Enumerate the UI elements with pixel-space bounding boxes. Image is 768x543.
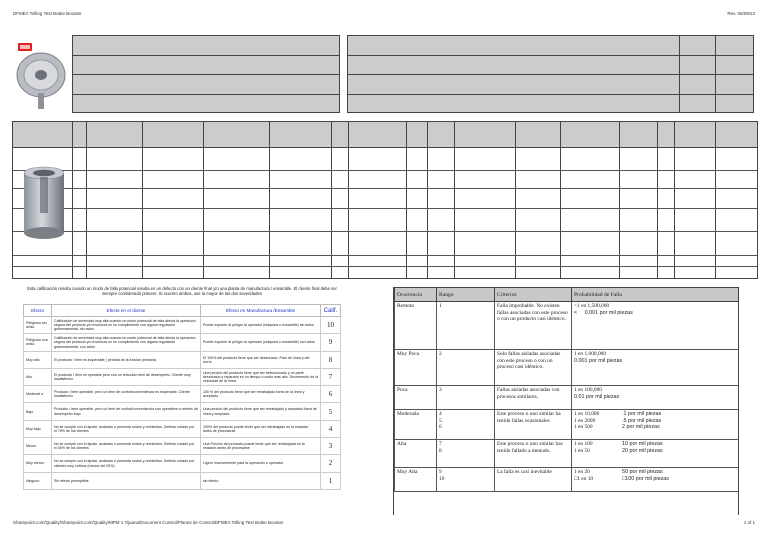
severity-rating-cell: 7 [321,368,341,385]
severity-note: Esta calificación resulta cuando un modo de falla potencial resulta en un defecto con un cliente final y/o una planta de manufactura / ensamble. El cliente final debe ser siempre considerado primero. Si ocurren ambos, use la mayor de las dos severidades [27,286,337,296]
severity-effect-cell: Menor [24,438,52,455]
occurrence-criteria-table [394,287,739,492]
severity-manufacturing-cell: 100 % del producto tiene que ser retrabajado fuera de la línea y aceptado. [200,386,320,403]
occurrence-probability-cell [572,468,739,492]
probability-per-thousand: 0.001 por mil piezas [574,357,623,364]
probability-ratio: <1 en 1,500,000 [574,303,610,309]
severity-row [24,472,341,489]
occurrence-criteria-cell: Falla improbable. No existen fallas asociadas con este proceso o con un producto casi idéntico. [495,302,572,350]
occurrence-right-margin [738,287,758,515]
severity-effect-cell: Peligroso sin aviso [24,317,52,334]
occurrence-probability-cell [572,302,739,350]
severity-customer-cell: El producto / item es operable pero con un reducido nivel de desempeño. Cliente muy insatisfecho [52,368,201,385]
probability-line [574,469,736,476]
severity-manufacturing-cell: Puede exponer al peligro al operador (máquina o ensamble) sin aviso [200,317,320,334]
severity-rating-cell: 10 [321,317,341,334]
occurrence-probability-cell [572,410,739,440]
severity-row [24,368,341,385]
occurrence-occ-cell: Muy Poca [395,350,437,386]
occurrence-criteria-cell: Este proceso o uno similar ha tenido fallas ocasionales [495,410,572,440]
severity-row [24,317,341,334]
probability-ratio: 1 en 100 [574,441,593,447]
probability-ratio: 1 en 2000 [574,417,596,424]
occurrence-rank-cell: 7 8 [437,440,495,468]
severity-manufacturing-cell: sin efecto [200,472,320,489]
severity-row [24,386,341,403]
severity-customer-cell: No se cumple con el ajuste, acabado o presenta ruidos y rechinidos. Defecto notado por clientes muy críticos (menos del 25%) [52,455,201,472]
probability-ratio: 1 en 50 [574,447,590,454]
occurrence-row [395,302,739,350]
severity-row [24,403,341,420]
severity-manufacturing-cell: Una porción del producto tiene que ser seleccionado y un parte desechado y reparado en un tiempo o costo mas alto. Decremento de la velocidad de la línea [200,368,320,385]
sev-header-rating: Calif. [321,305,341,317]
occurrence-criteria-cell: Este proceso o uno similar has tenido fallado a menudo. [495,440,572,468]
severity-manufacturing-cell: 100% del producto puede tener que ser retrabajado en la estación antes de procesarse [200,420,320,437]
probability-line [574,476,736,483]
occurrence-row [395,440,739,468]
sev-header-manufacturing: Efecto en Manufactura /Ensamble [200,305,320,317]
occurrence-probability-cell [572,350,739,386]
severity-row [24,351,341,368]
severity-row [24,334,341,351]
probability-per-thousand: 10 por mil piezas [622,441,663,447]
severity-manufacturing-cell: Puede exponer al peligro al operador (máquina o ensamble) con aviso [200,334,320,351]
occurrence-probability-cell [572,386,739,410]
occ-header-rank: Rango [437,288,495,302]
severity-rating-cell: 8 [321,351,341,368]
occurrence-rank-cell: 3 [437,386,495,410]
severity-row [24,455,341,472]
page-number: 1 of 1 [743,520,755,525]
occ-header-criteria: Criterios [495,288,572,302]
sev-header-customer: Efecto en el cliente [52,305,201,317]
probability-ratio: 1 en 10,000 [574,411,600,417]
severity-manufacturing-cell: Ligero inconveniente para la operación u operador [200,455,320,472]
document-header-title: DFMEA Tolling Test Brake Booster [13,11,82,16]
severity-effect-cell: Peligroso con aviso [24,334,52,351]
occurrence-probability-cell [572,440,739,468]
severity-manufacturing-cell: El 100% del producto tiene que ser desechado. Paro de línea y del envío [200,351,320,368]
severity-customer-cell: Sin efecto perceptible [52,472,201,489]
occurrence-rank-cell: 4 5 6 [437,410,495,440]
occurrence-occ-cell: Remota [395,302,437,350]
severity-customer-cell: Producto / item operable, pero un item de confort/conveniencia son operables a niveles de desempeño bajo [52,403,201,420]
severity-effect-cell: Muy bajo [24,420,52,437]
probability-line [574,441,736,448]
severity-rating-cell: 4 [321,420,341,437]
severity-customer-cell: No se cumple con el ajuste, acabado o presenta ruidos y rechinidos. Defecto notado por el 75% de los clientes [52,420,201,437]
probability-per-thousand: 20 por mil piezas [622,447,663,454]
occ-header-probability: Probabilidad de Falla [572,288,739,302]
severity-row [24,420,341,437]
severity-customer-cell: Calificación de severidad muy alta cuando un modo potencial de falla afecta la operación segura del producto y/o involucra un no cumplimiento con alguna regulación gubernamental, con aviso [52,334,201,351]
occurrence-row [395,410,739,440]
probability-per-thousand: 2 por mil piezas [622,424,660,431]
brake-booster-image [14,37,68,113]
fmea-form-grid [12,121,758,279]
severity-row [24,438,341,455]
occurrence-row [395,386,739,410]
probability-ratio: 1 en 500 [574,424,593,431]
severity-rating-cell: 3 [321,438,341,455]
probability-ratio: □1 en 10 [574,475,594,482]
occurrence-occ-cell: Moderada [395,410,437,440]
probability-per-thousand: □100 por mil piezas [622,475,670,482]
occurrence-occ-cell: Alta [395,440,437,468]
probability-per-thousand: .1 por mil piezas [622,411,662,417]
severity-criteria-table [23,286,341,490]
severity-manufacturing-cell: Una porción del producto tiene que ser retrabajado y aceptado fuera de línea y aceptado [200,403,320,420]
occurrence-occ-cell: Poca [395,386,437,410]
severity-customer-cell: Calificación de severidad muy alta cuando un modo potencial de falla afecta la operación segura del producto y/o involucra un no cumplimiento con alguna regulación gubernamental, sin aviso [52,317,201,334]
probability-ratio: 1 en 20 [574,469,590,475]
probability-ratio: 1 en 100,000 [574,387,602,393]
cylinder-part-image [18,165,70,240]
occurrence-left-margin [383,287,394,515]
document-revision: Rev. 06/09/23 [727,11,755,16]
sev-header-effect: Efecto [24,305,52,317]
occurrence-criteria-cell: La falla es casi inevitable [495,468,572,492]
severity-effect-cell: Muy menor [24,455,52,472]
probability-line [574,424,736,431]
probability-line [574,418,736,425]
probability-line [574,411,736,418]
severity-effect-cell: Muy alto [24,351,52,368]
severity-manufacturing-cell: Una Porción del producto puede tener que ser retrabajada en la estación antes de procesarse [200,438,320,455]
probability-per-thousand: < 0.001 por mil piezas [574,309,633,316]
severity-rating-cell: 2 [321,455,341,472]
occurrence-occ-cell: Muy Alta [395,468,437,492]
occurrence-row [395,350,739,386]
severity-customer-cell: Producto / item operable, pero un item de confort/conveniencia es inoperable. Cliente insatisfecho [52,386,201,403]
severity-effect-cell: Moderad o [24,386,52,403]
probability-per-thousand: .5 por mil piezas [622,417,662,424]
severity-customer-cell: El producto / item es inoperable ( pérdida de la función primaria) [52,351,201,368]
occurrence-row [395,468,739,492]
occurrence-rank-cell: 1 [437,302,495,350]
severity-effect-cell: Ninguno [24,472,52,489]
probability-per-thousand: 50 por mil piezas [622,469,663,475]
severity-rating-cell: 9 [321,334,341,351]
severity-rating-cell: 6 [321,386,341,403]
occ-header-occurrence: Ocurrencia [395,288,437,302]
severity-effect-cell: Bajo [24,403,52,420]
title-block-right [347,35,754,113]
severity-effect-cell: Alto [24,368,52,385]
occurrence-criteria-cell: Solo fallas aisladas asociadas con este proceso o con un proceso casi idéntico. [495,350,572,386]
severity-rating-cell: 5 [321,403,341,420]
title-block-left [72,35,340,113]
probability-line [574,448,736,455]
document-footer-path: Sharepoint.com/Quality/Sharepoint.com/Quality/MPM 1 Tijuana/Document Control/Planes de Control/DFMEA Tolling Test Brake Booster [13,520,284,525]
severity-rating-cell: 1 [321,472,341,489]
severity-customer-cell: No se cumple con el ajuste, acabado o presenta ruidos y rechinidos. Defecto notado por el 50% de los clientes [52,438,201,455]
probability-per-thousand: 0.01 por mil piezas [574,393,620,400]
occurrence-rank-cell: 9 10 [437,468,495,492]
occurrence-rank-cell: 2 [437,350,495,386]
occurrence-criteria-cell: Fallas aisladas asociadas con procesos similares. [495,386,572,410]
probability-ratio: 1 en 1,000,000 [574,351,607,357]
